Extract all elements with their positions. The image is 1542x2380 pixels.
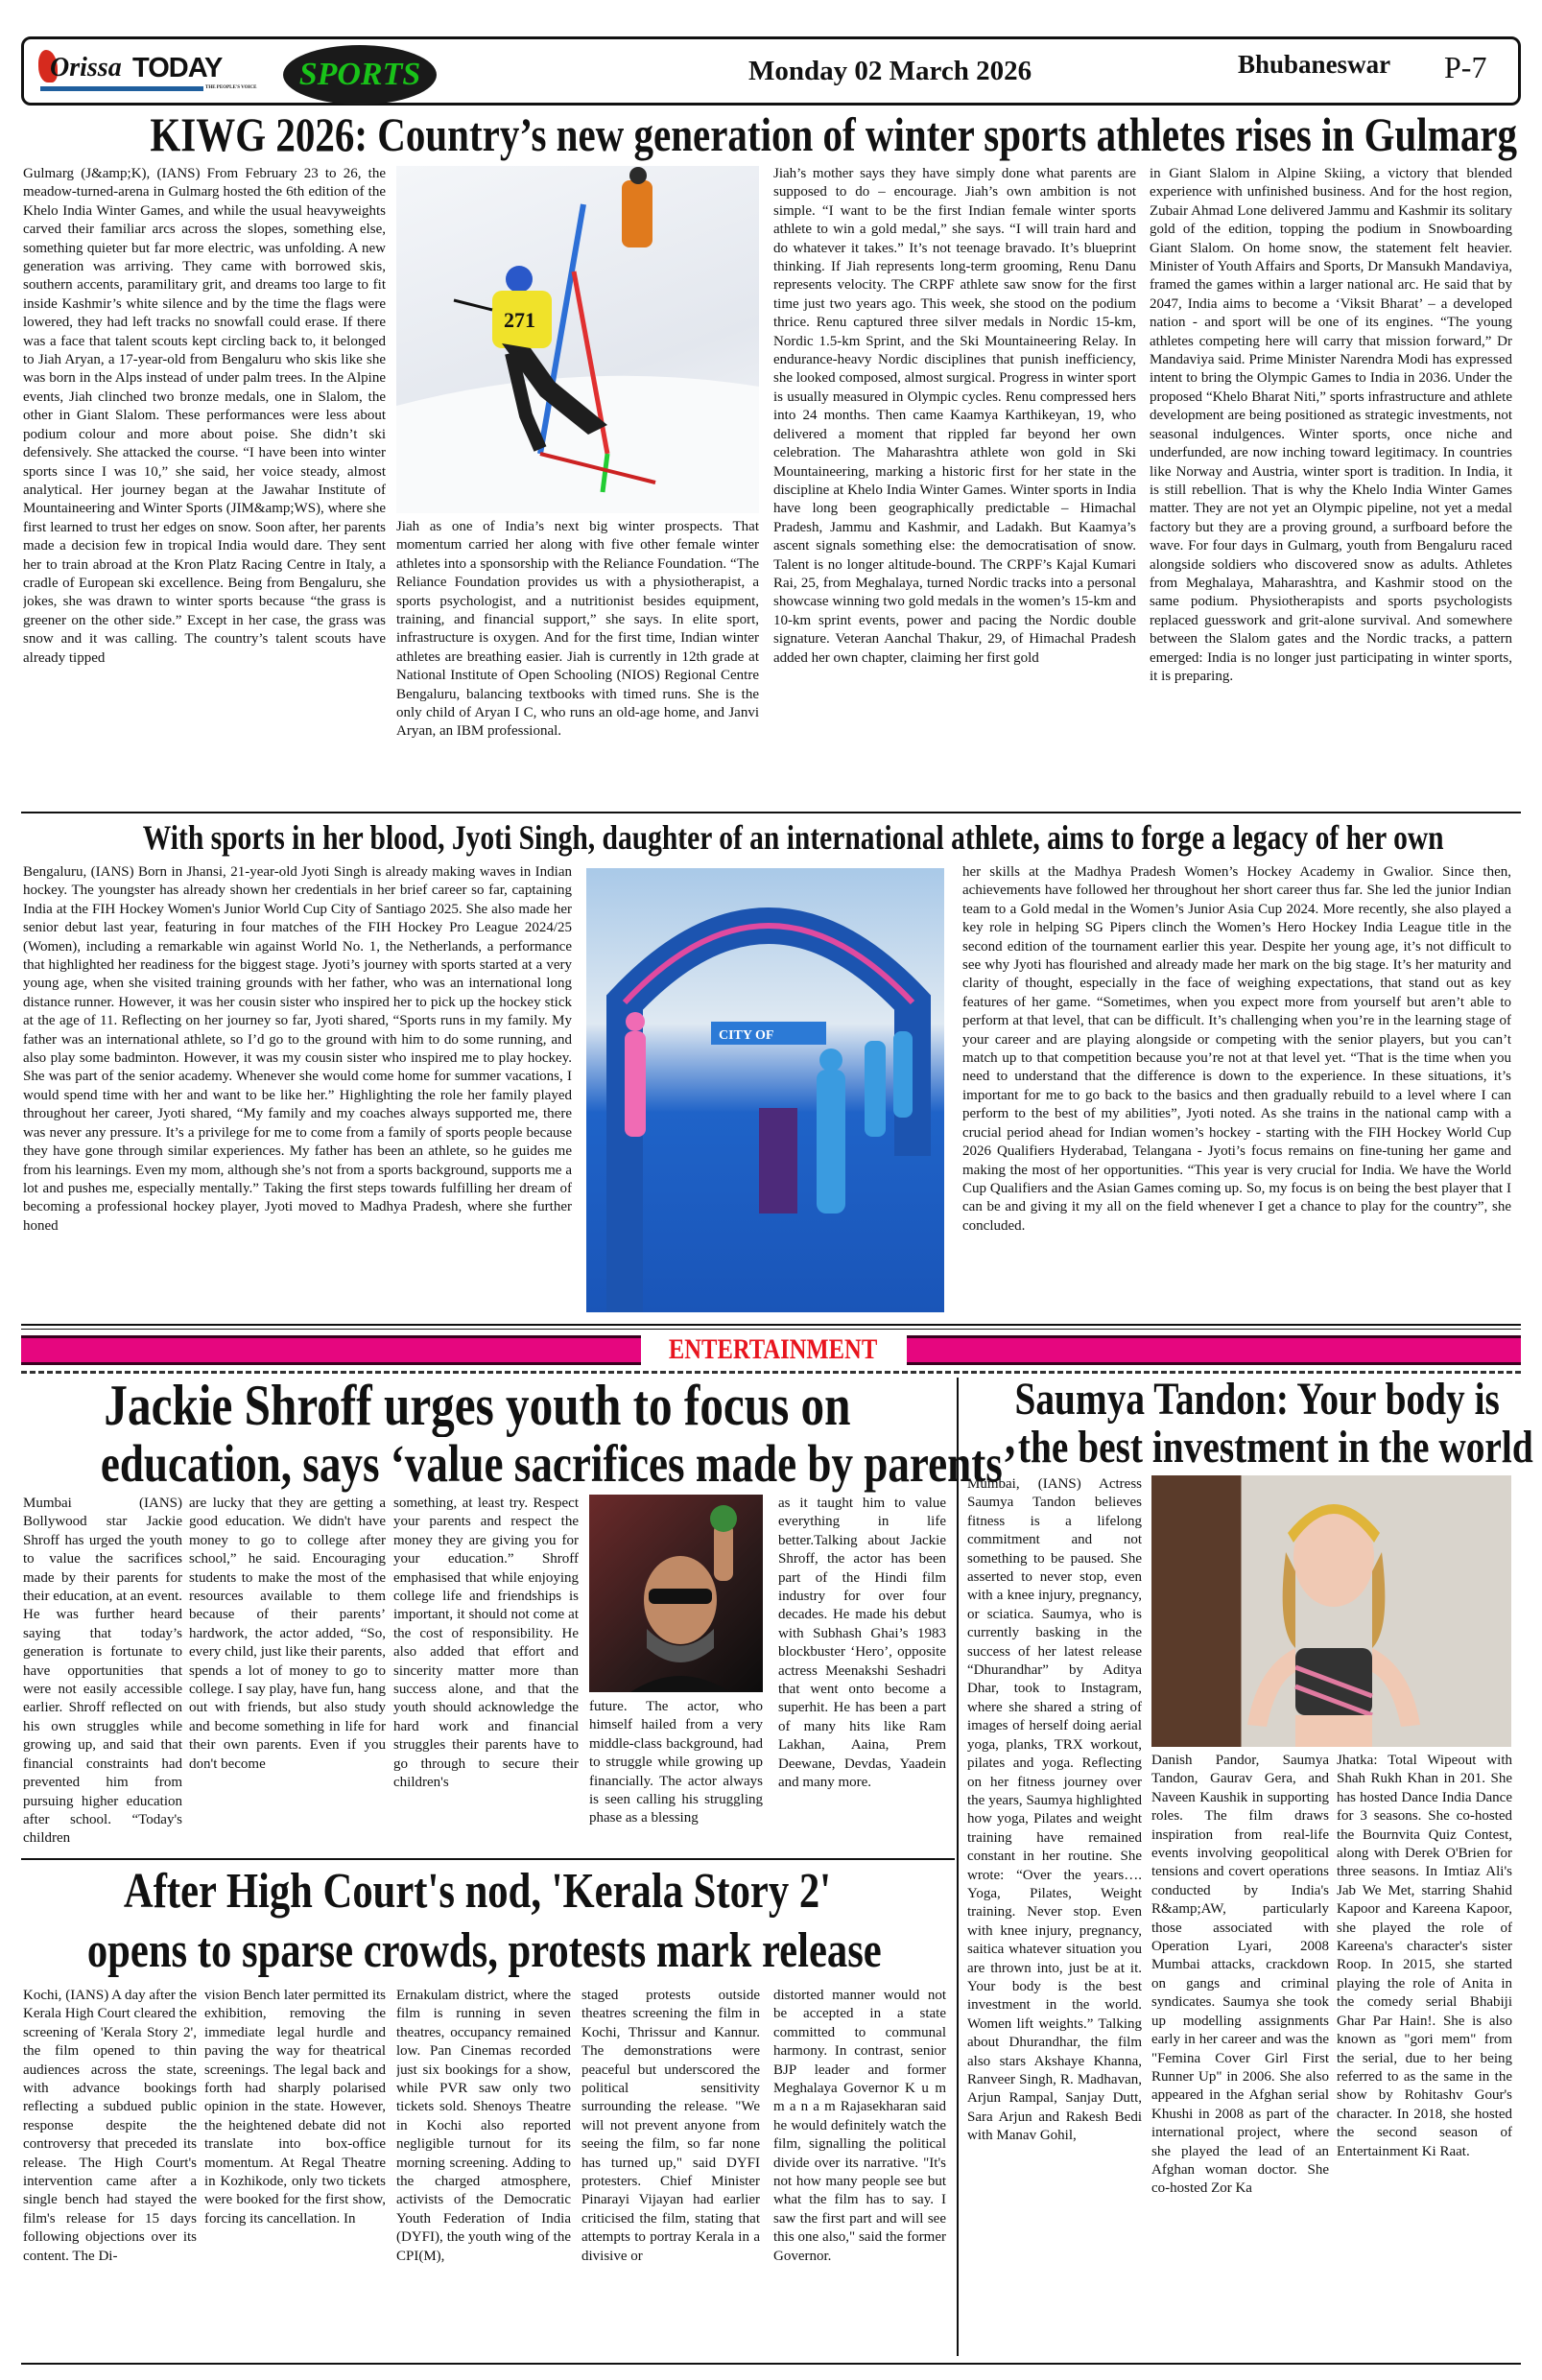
article1-col4: in Giant Slalom in Alpine Skiing, a victory that blended experience with unfinished business. And for the host region, Zubair Ahmad Lone delivered Jammu and Kashmir its solitary gold of the edition, topping the podium in Snowboarding Giant Slalom. On home snow, the statement felt heavier. Minister of Youth Affairs and Sports, Dr Mansukh Mandaviya, framed the games within a larger national arc. He said that by 2047, India aims to become a ‘Viksit Bharat’ – a developed nation - and sport will be one of its engines. “The young athletes competing here will carry that mission forward,” Dr Mandaviya said. Prime Minister Narendra Modi has expressed intent to bring the Olympic Games to India in 2036. Under the proposed “Khelo Bharat Niti,” sports infrastructure and athlete development are being positioned as strategic investments, not seasonal indulgences. Winter sports, once niche and underfunded, are now inching toward legitimacy. In countries like Norway and Austria, winter sport is tradition. In India, it is still rebellion. That is why the Khelo India Winter Games matter. They are not yet an Olympic pipeline, not yet a medal factory but they are a proving ground, a surfboard before the wave. For four days in Gulmarg, youth from Bengaluru raced alongside soldiers who discovered snow as adults. Athletes from Meghalaya, Maharashtra, and Kashmir stood on the same podium. Physiotherapists and sports psychologists replaced guesswork and grit-alone survival. And somewhere between the Slalom gates and the Nordic tracks, a pattern emerged: India is no longer just participating in winter sports, it is preparing. (1150, 166, 1512, 684)
logo-today: TODAY (132, 53, 223, 83)
article3-col5: as it taught him to value everything in life better.Talking about Jackie Shroff, the actor has been part of the Hindi film industry for over four decades. He made his debut with Subhash Ghai’s 1983 blockbuster ‘Hero’, opposite actress Meenakshi Seshadri that went onto become a superhit. He has been a part of many hits like Ram Lakhan, Aaina, Prem Deewane, Devdas, Yaadein and many more. (778, 1496, 946, 1791)
article3-col3: something, at least try. Respect your parents and respect the money they are giving you for your education.” Shroff emphasised that while enjoying college life and friendships is important, it should not come at the cost of responsibility. He also added that effort and sincerity matter more than success alone, and that the youth should acknowledge the hard work and financial struggles their parents have to go through to secure their children's (393, 1496, 579, 1791)
article4-col5: distorted manner would not be accepted in a state committed to communal harmony. In contrast, senior BJP leader and former Meghalaya Governor K u m m a n a m Rajasekharan said he would definitely watch the film, signalling the political divide over its narrative. "It's not how many people see but what the film has to say. I saw the first part and will see this one also," said the former Governor. (773, 1988, 946, 2264)
article3-headline-line2: education, says ‘value sacrifices made by parents’ (100, 1434, 1017, 1493)
article2-col2: her skills at the Madhya Pradesh Women’s Hockey Academy in Gwalior. Since then, achievements have followed her throughout her short career thus far. She led the junior Indian team to a Gold medal in the Women’s Junior Asia Cup 2024. More recently, she also played a key role in helping SG Pipers clinch the Women’s Hero Hockey India League title in the second edition of the tournament earlier this year. Despite her young age, it’s not difficult to see why Jyoti has flourished and already made her mark on the big stage. It’s her maturity and clarity of thought, especially in the face of weighing expectations, that stand out as key features of her game. “Sometimes, when you expect more from yourself but aren’t able to perform at that level, that can be difficult. It’s challenging when you’re in the learning stage of your career and are playing alongside or competing with the senior players, but you can’t match up to that competition because you’re not at that level yet. “That is the time when you need to understand that the difference is down to the experience. In these situations, it’s important for me to go back to the basics and then gradually rebuild to a level where I can perform to the best of my abilities”, Jyoti noted. As she trains in the national camp with a crucial period ahead for Indian women’s hockey - starting with the FIH Hockey World Cup 2026 Qualifiers Hyderabad, Telangana - Jyoti’s focus remains on fine-tuning her game and making the most of her opportunities. “This year is very crucial for India. We have the World Cup Qualifiers and the Asian Games coming up. So, my focus is on being the best player that I can be and giving it my all on the field whenever I get a chance to play for the country”, she concluded. (962, 864, 1511, 1234)
article4-col4: staged protests outside theatres screening the film in Kochi, Thrissur and Kannur. The demonstrations were peaceful but underscored the political sensitivity surrounding the release. "We will not prevent anyone from seeing the film, so far none has turned up," said DYFI protesters. Chief Minister Pinarayi Vijayan had earlier criticised the film, stating that attempts to portray Kerala in a divisive or (581, 1988, 760, 2264)
divider (21, 1858, 955, 1860)
article3-headline-line1: Jackie Shroff urges youth to focus on (104, 1374, 851, 1437)
section-label: SPORTS (298, 57, 421, 92)
article3-col2: are lucky that they are getting a good education. We didn't have money to go to college after school,” he said. Encouraging students to make the most of the resources available to them because of their parents’ hardwork, the actor added, “So, every child, just like their parents, spends a lot of money to go to college. I say play, have fun, hang out with friends, but also study and become something in life for their own parents. Even if you don't become (189, 1496, 386, 1772)
article1-col2: Jiah as one of India’s next big winter prospects. That momentum carried her along with five other female winter athletes into a sponsorship with the Reliance Foundation. “The Reliance Foundation provides us with a physiotherapist, a sports psychologist, and a nutritionist besides equipment, training, and financial support,” she says. In elite sport, infrastructure is oxygen. And for the first time, Indian winter athletes are breathing easier. Jiah is currently in 12th grade at National Institute of Open Schooling (NIOS) Regional Centre Bengaluru, balancing textbooks with timed runs. She is the only child of Aryan I C, who runs an old-age home, and Janvi Aryan, an IBM professional. (396, 519, 759, 740)
logo-orissa: Orissa (50, 53, 122, 82)
divider (21, 1324, 1521, 1326)
hockey-image (586, 868, 944, 1312)
logo-tagline: THE PEOPLE'S VOICE (205, 85, 257, 90)
hockey-photo (586, 868, 944, 1312)
jackie-image (589, 1495, 763, 1692)
article2-headline: With sports in her blood, Jyoti Singh, daughter of an international athlete, aims to forge a legacy of her own (142, 818, 1444, 857)
skier-photo (396, 166, 759, 513)
section-bar-right (907, 1335, 1521, 1365)
banner-text: CITY OF (719, 1028, 774, 1043)
issue-date: Monday 02 March 2026 (748, 56, 1032, 86)
article5-headline-line1: Saumya Tandon: Your body is (1014, 1374, 1500, 1425)
article4-headline-line1: After High Court's nod, 'Kerala Story 2' (123, 1864, 832, 1919)
article4-col2: vision Bench later permitted its exhibition, removing the immediate legal hurdle and paving the way for theatrical screenings. The legal back and forth had sharply polarised opinion in the state. However, the heightened debate did not translate into box-office momentum. At Regal Theatre in Kozhikode, only two tickets were booked for the first show, forcing its cancellation. In (204, 1988, 386, 2227)
article1-col1: Gulmarg (J&amp;K), (IANS) From February 23 to 26, the meadow-turned-arena in Gulmarg hosted the 6th edition of the Khelo India Winter Games, and while the usual heavyweights carved their familiar arcs across the slopes, something else, something quieter but far more electric, was unfolding. A new generation was arriving. They came with borrowed skis, southern accents, paramilitary grit, and dreams too large to fit inside Kashmir’s white silence and by the time the flags were lowered, they had left tracks no snowfall could erase. If there was a face that talent scouts kept circling back to, it belonged to Jiah Aryan, a 17-year-old from Bengaluru who skis like she was born in the Alps instead of under palm trees. In the Alpine events, Jiah clinched two bronze medals, one in Slalom, the other in Giant Slalom. These performances were less about podium colour and more about poise. She didn’t ski defensively. She attacked the course. “I have been into winter sports since I was 10,” she said, her voice steady, almost analytical. Her journey began at the Jawahar Institute of Mountaineering and Winter Sports (JIM&amp;WS), where she first learned to trust her edges on snow. Soon after, her parents made a decision few in tropical India would dare. They sent her to train abroad at the Kron Platz Racing Centre in Italy, a cradle of European ski excellence. Being from Bengaluru, she jokes, she was drawn to winter sports because “the grass is greener on the other side.” Except in her case, the grass was snow and it was calling. The country’s talent scouts have already tipped (23, 166, 386, 666)
article5-headline-line2: the best investment in the world (1017, 1422, 1533, 1473)
article4-col1: Kochi, (IANS) A day after the Kerala High Court cleared the screening of 'Kerala Story 2', the film opened to thin audiences across the state, with advance bookings reflecting a subdued public response despite the controversy that preceded its release. The High Court's intervention came after a single bench had stayed the film's release for 15 days following objections over its content. The Di- (23, 1988, 197, 2264)
page-number: P-7 (1444, 50, 1487, 84)
column-divider (957, 1378, 959, 2356)
section-title: ENTERTAINMENT (669, 1333, 878, 1365)
article4-headline-line2: opens to sparse crowds, protests mark release (86, 1923, 882, 1978)
section-bar-left (21, 1335, 641, 1365)
bottom-rule (21, 2363, 1521, 2365)
city: Bhubaneswar (1238, 50, 1391, 79)
article5-col2: Danish Pandor, Saumya Tandon, Gaurav Gera, and Naveen Kaushik in supporting roles. The film draws inspiration from real-life events involving geopolitical tensions and covert operations conducted by India's R&amp;AW, particularly those associated with Operation Lyari, 2008 Mumbai attacks, crackdown on gangs and criminal syndicates. Saumya she took up modelling assignments early in her career and was the "Femina Cover Girl First Runner Up" in 2006. She also appeared in the Afghan serial Khushi in 2008 as part of the international project, where she played the lead of an Afghan woman doctor. She co-hosted Zor Ka (1151, 1753, 1329, 2197)
article3-col4: future. The actor, who himself hailed from a very middle-class background, had to struggle while growing up financially. The actor always is seen calling his struggling phase as a blessing (589, 1699, 763, 1826)
divider (21, 1329, 1521, 1330)
saumya-image (1151, 1475, 1511, 1747)
logo (36, 48, 257, 98)
article1-col3: Jiah’s mother says they have simply done what parents are supposed to do – encourage. Jiah’s own ambition is not simple. “I want to be the first Indian female winter sports athlete to win a gold medal,” she says. “I will train hard and do whatever it takes.” It’s not teenage bravado. It’s blueprint thinking. If Jiah represents long-term grooming, Renu Danu represents velocity. The CRPF athlete saw snow for the first time just two years ago. This week, she stood on the podium thrice. Renu captured three silver medals in Nordic 15-km, Nordic 1.5-km Sprint, and the Ski Mountaineering Relay. In endurance-heavy Nordic disciplines that punish inefficiency, she looked composed, almost surgical. Progress in winter sport is usually measured in Olympic cycles. Renu compressed hers into 24 months. Then came Kaamya Karthikeyan, 19, who delivered a moment that rippled far beyond her own celebration. The Maharashtra athlete won gold in Ski Mountaineering, marking a historic first for her state in the discipline at Khelo India Winter Games. Winter sports in India have long been geographically predictable – Himachal Pradesh, Jammu and Kashmir, and Ladakh. But Kaamya’s ascent signals something else: the democratisation of snow. Talent is no longer altitude-bound. The CRPF’s Kajal Kumari Rai, 25, from Meghalaya, turned Nordic tracks into a personal showcase winning two gold medals in the women’s 15-km and 10-km sprint events, power and pacing the Nordic double signature. Veteran Aanchal Thakur, 29, of Himachal Pradesh added her own chapter, claiming her first gold (773, 166, 1136, 666)
article4-col3: Ernakulam district, where the film is running in seven theatres, occupancy remained low. Pan Cinemas recorded just six bookings for a show, while PVR saw only two tickets sold. Shenoys Theatre in Kochi also reported negligible turnout for its morning screening. Adding to the charged atmosphere, activists of the Democratic Youth Federation of India (DYFI), the youth wing of the CPI(M), (396, 1988, 571, 2264)
article5-col3: Jhatka: Total Wipeout with Shah Rukh Khan in 201. She has hosted Dance India Dance for 3 seasons. She co-hosted the Bournvita Quiz Contest, along with Derek O'Brien for three seasons. In Imtiaz Ali's Jab We Met, starring Shahid Kapoor and Kareena Kapoor, she played the role of Kareena's character's sister Roop. In 2015, she started playing the role of Anita in the comedy serial Bhabiji Ghar Par Hain!. She is also known as "gori mem" from the serial, due to her being referred to as the same in the show by Rohitashv Gour's character. In 2018, she hosted the second season of Entertainment Ki Raat. (1337, 1753, 1512, 2159)
article5-col1: Mumbai, (IANS) Actress Saumya Tandon believes fitness is a lifelong commitment and not something to be paused. She asserted to never stop, even with a knee injury, pregnancy, or sciatica. Saumya, who is currently basking in the success of her latest release “Dhurandhar” by Aditya Dhar, took to Instagram, where she shared a string of images of herself doing aerial yoga, planks, TRX workout, pilates and yoga. Reflecting on her fitness journey over the years, Saumya highlighted how yoga, Pilates and weight training have remained constant in her routine. She wrote: “Over the years…. Yoga, Pilates, Weight training. Never stop. Even with knee injury, pregnancy, saitica whatever situation you are thrown into, just be at it. Your body is the best investment in the world. Women lift weights.” Talking about Dhurandhar, the film also stars Akshaye Khanna, Ranveer Singh, R. Madhavan, Arjun Rampal, Sanjay Dutt, Sara Arjun and Rakesh Bedi with Manav Gohil, (967, 1476, 1142, 2144)
saumya-photo (1151, 1475, 1511, 1747)
divider (21, 812, 1521, 813)
bib-number: 271 (504, 308, 535, 332)
article3-col1: Mumbai (IANS) Bollywood star Jackie Shroff has urged the youth to value the sacrifices made by their parents for their education, at an event. He was further heard saying that today’s generation is fortunate to have opportunities that were not easily accessible earlier. Shroff reflected on his own struggles while growing up, and said that financial constraints had prevented him from pursuing higher education after school. “Today's children (23, 1496, 182, 1847)
article2-col1: Bengaluru, (IANS) Born in Jhansi, 21-year-old Jyoti Singh is already making waves in Indian hockey. The youngster has already shown her credentials in her brief career so far, captaining India at the FIH Hockey Women's Junior World Cup City of Santiago 2025. She also made her senior debut last year, featuring in four matches of the FIH Hockey Pro League 2024/25 (Women), including a remarkable win against World No. 1, the Netherlands, a performance that highlighted her readiness for the biggest stage. Jyoti’s journey with sports started at a very young age, when she visited training grounds with her father, who was an international long distance runner. However, it was her cousin sister who inspired her to pick up the hockey stick at the age of 11. Reflecting on her journey so far, Jyoti shared, “Sports runs in my family. My father was an international athlete, so I’d go to the ground with him to do some running, and also play some badminton. However, it was my cousin sister who inspired me to play hockey. She was part of the senior academy. Whenever she would come home for summer vacations, I would spend time with her and want to be like her.” Highlighting the role her family played throughout her career, Jyoti shared, “My family and my coaches always supported me, there was never any pressure. It’s a privilege for me to come from a family of sports people because they have gone through similar experiences. My father has been an athlete, so he guides me from his learnings. Even my mom, although she’s not from a sports background, supports me a lot and pushes me, especially mentally.” Taking the first steps towards fulfilling her dream of becoming a professional hockey player, Jyoti moved to Madhya Pradesh, where she further honed (23, 864, 572, 1234)
skier-image (396, 166, 759, 513)
logo-underline (40, 86, 203, 91)
article1-headline: KIWG 2026: Country’s new generation of winter sports athletes rises in Gulmarg (150, 107, 1518, 161)
section-badge (283, 45, 437, 105)
jackie-photo (589, 1495, 763, 1692)
